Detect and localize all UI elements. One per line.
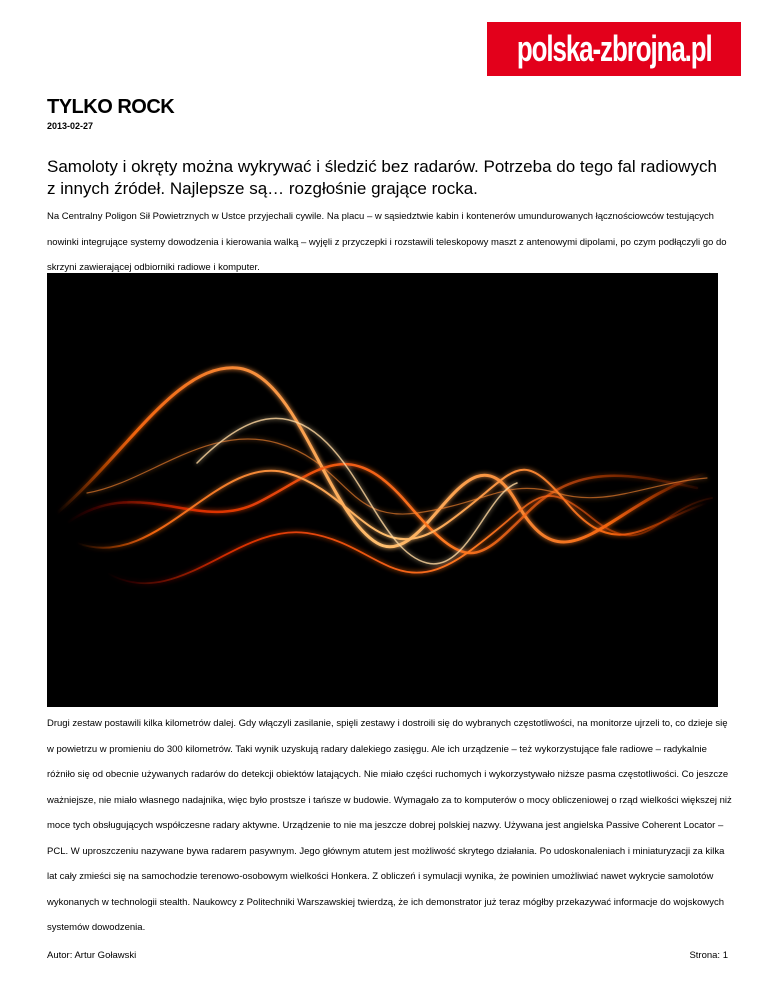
light-waves-image (47, 273, 718, 707)
article-lead: Samoloty i okręty można wykrywać i śledzić bez radarów. Potrzeba do tego fal radiowych z innych źródeł. Najlepsze są… rozgłośnie grające rocka. (47, 157, 717, 198)
article-date: 2013-02-27 (47, 121, 94, 131)
site-logo-text: polska-zbrojna.pl (516, 28, 712, 69)
article-image (47, 273, 718, 707)
article-intro: Na Centralny Poligon Sił Powietrznych w Ustce przyjechali cywile. Na placu – w sąsiedztwie kabin i kontenerów umundurowanych łącznościowców testujących nowinki integrujące systemy dowodzenia i kierowania walką – wyjęli z przyczepki i rozstawili teleskopowy maszt z antenowymi dipolami, po czym podłączyli go do skrzyni zawierającej odbiorniki radiowe i komputer. (47, 211, 727, 273)
article-body: Drugi zestaw postawili kilka kilometrów dalej. Gdy włączyli zasilanie, spięli zestawy i dostroili się do wybranych częstotliwości, na monitorze ujrzeli to, co dzieje się w powietrzu w promieniu do 300 kilometrów. Taki wynik uzyskują radary dalekiego zasięgu. Ale ich urządzenie – też wykorzystujące fale radiowe – radykalnie różniło się od obecnie używanych radarów do detekcji obiektów latających. Nie miało części ruchomych i wykorzystywało niższe pasma częstotliwości. Co jeszcze ważniejsze, nie miało własnego nadajnika, więc było prostsze i tańsze w budowie. Wymagało za to komputerów o mocy obliczeniowej o rząd wielkości większej niż moce tych obsługujących współczesne radary aktywne. Urządzenie to nie ma jeszcze dobrej polskiej nazwy. Używana jest angielska Passive Coherent Locator – PCL. W uproszczeniu nazywane bywa radarem pasywnym. Jego głównym atutem jest możliwość skrytego działania. Po udoskonaleniach i miniaturyzacji za kilka lat cały zmieści się na samochodzie terenowo-osobowym wielkości Honkera. Z obliczeń i symulacji wynika, że powinien umożliwiać nawet wykrycie samolotów wykonanych w technologii stealth. Naukowcy z Politechniki Warszawskiej twierdzą, że ich demonstrator już teraz mógłby przekazywać informacje do wojskowych systemów dowodzenia. (47, 718, 732, 933)
site-logo[interactable] (487, 22, 741, 76)
article-title: TYLKO ROCK (47, 96, 175, 118)
footer-page-number: Strona: 1 (689, 950, 728, 961)
footer-author: Autor: Artur Goławski (47, 950, 137, 961)
